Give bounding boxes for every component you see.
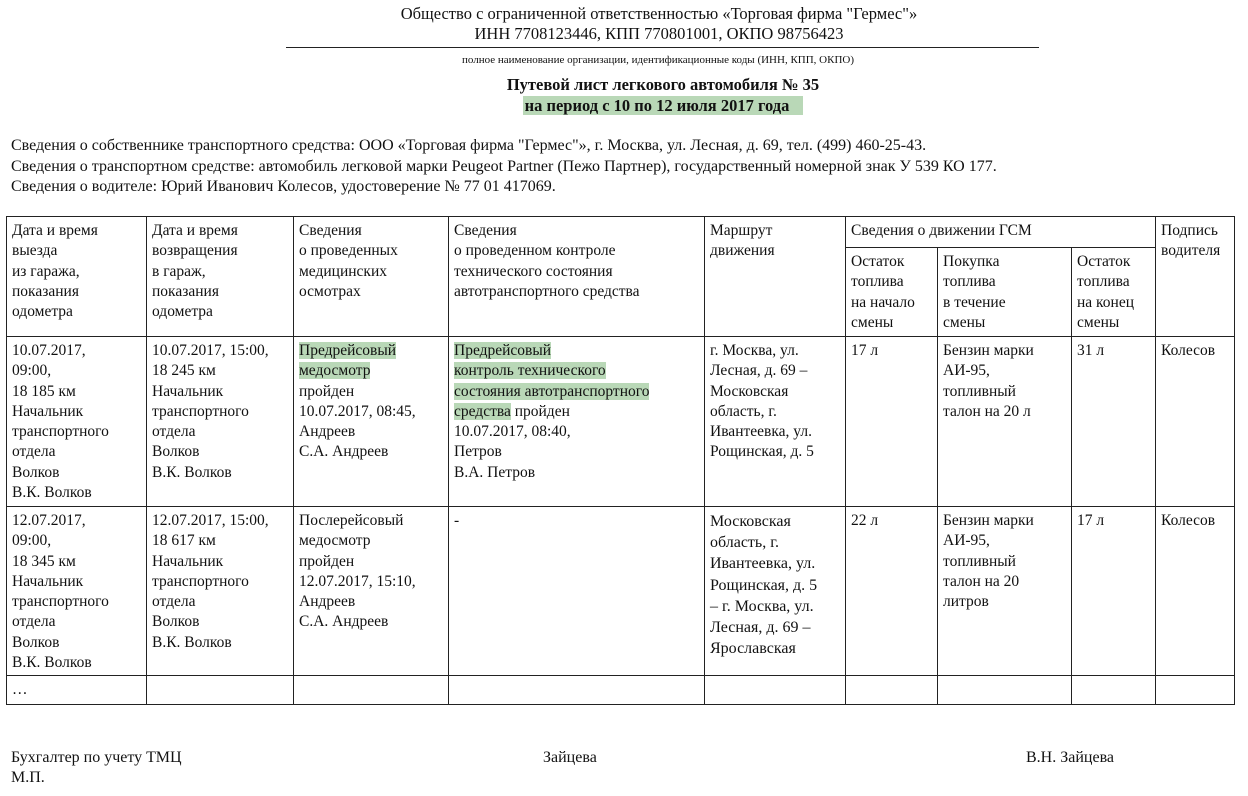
- cell-line: 10.07.2017, 15:00,: [152, 342, 269, 359]
- driver-info: Сведения о водителе: Юрий Иванович Колесов, удостоверение № 77 01 417069.: [11, 178, 556, 195]
- cell-technical: -: [449, 507, 705, 676]
- cell-line: автотранспортного средства: [454, 282, 640, 300]
- header-fuel-end: [1072, 248, 1156, 337]
- cell-line: одометра: [12, 303, 73, 321]
- cell-line: Начальник: [12, 572, 84, 590]
- cell-fuel-start: 17 л: [846, 337, 938, 507]
- cell-line: отдела: [12, 613, 56, 631]
- cell-line: Волков: [12, 633, 60, 651]
- cell-line: Волков: [152, 443, 200, 461]
- cell-empty: [147, 676, 294, 705]
- cell-line: Маршрут: [710, 222, 773, 239]
- cell-line: область, г.: [710, 534, 779, 552]
- table-row: [7, 507, 1235, 676]
- owner-info: Сведения о собственнике транспортного средства: ООО «Торговая фирма "Гермес"», г. Москва, ул. Лесная, д. 69, тел. (499) 460-25-43.: [11, 137, 927, 154]
- header-route: [705, 217, 846, 337]
- cell-line: г. Москва, ул.: [710, 342, 799, 359]
- header-return: [147, 217, 294, 337]
- cell-ellipsis: …: [7, 676, 147, 705]
- cell-line: в течение: [943, 293, 1006, 311]
- cell-line: технического состояния: [454, 262, 613, 280]
- header-underline: [286, 47, 1039, 48]
- cell-medical: [294, 507, 449, 676]
- cell-line: область, г.: [710, 402, 777, 420]
- cell-technical: Предрейсовый контроль технического состояния автотранспортного средства пройден 10.07.2017, 08:40, Петров В.А. Петров: [449, 337, 705, 507]
- stamp-place: М.П.: [11, 769, 45, 786]
- cell-line: 18 185 км: [12, 382, 76, 400]
- cell-line: Волков: [152, 613, 200, 631]
- cell-line: Покупка: [943, 253, 1000, 270]
- cell-fuel-purchase: [938, 507, 1072, 676]
- cell-line: Остаток: [851, 253, 905, 270]
- cell-line: о проведенных: [299, 242, 398, 260]
- cell-line: Лесная, д. 69 –: [710, 619, 811, 637]
- cell-medical: Предрейсовый медосмотр пройден 10.07.2017, 08:45, Андреев С.А. Андреев: [294, 337, 449, 507]
- cell-line: Бензин марки: [943, 512, 1034, 529]
- cell-empty: [1072, 676, 1156, 705]
- cell-fuel-start: 22 л: [846, 507, 938, 676]
- cell-line: смены: [851, 313, 894, 331]
- cell-line: на конец: [1077, 293, 1135, 311]
- cell-line: Начальник: [152, 552, 224, 570]
- organization-name: Общество с ограниченной ответственностью «Торговая фирма "Гермес"»: [400, 4, 918, 23]
- cell-line: транспортного: [12, 593, 109, 611]
- cell-line: Рощинская, д. 5: [710, 576, 818, 594]
- cell-line: на начало: [851, 293, 915, 311]
- cell-line: Начальник: [152, 382, 224, 400]
- header-technical: [449, 217, 705, 337]
- cell-line: медицинских: [299, 262, 388, 280]
- header-row: [7, 217, 1235, 248]
- cell-line: медосмотр: [299, 532, 371, 550]
- cell-empty: [449, 676, 705, 705]
- cell-line: осмотрах: [299, 282, 361, 300]
- cell-line: смены: [943, 313, 986, 331]
- cell-line: Ярославская: [710, 640, 796, 658]
- header-fuel-purchase: [938, 248, 1072, 337]
- waybill-table: [6, 216, 1235, 705]
- cell-line: транспортного: [12, 423, 109, 441]
- cell-departure: [7, 337, 147, 507]
- cell-line: АИ-95,: [943, 532, 990, 550]
- cell-line: из гаража,: [12, 262, 80, 280]
- header-departure: [7, 217, 147, 337]
- cell-line: Подпись: [1161, 222, 1218, 239]
- cell-empty: [938, 676, 1072, 705]
- cell-empty: [846, 676, 938, 705]
- table-row: [7, 337, 1235, 507]
- accountant-name: В.Н. Зайцева: [1026, 749, 1115, 766]
- cell-line: литров: [943, 593, 989, 611]
- cell-return: [147, 337, 294, 507]
- cell-line: водителя: [1161, 242, 1221, 260]
- cell-line: Андреев: [299, 593, 356, 611]
- cell-line: 18 245 км: [152, 362, 216, 380]
- cell-line: талон на 20 л: [943, 402, 1031, 420]
- document-title: Путевой лист легкового автомобиля № 35: [506, 75, 820, 94]
- cell-line: Волков: [12, 463, 60, 481]
- cell-line: 10.07.2017,: [12, 342, 86, 359]
- cell-line: 12.07.2017,: [12, 512, 86, 529]
- cell-line: – г. Москва, ул.: [710, 597, 814, 615]
- cell-line: Сведения: [299, 222, 362, 239]
- cell-line: 18 617 км: [152, 532, 216, 550]
- cell-line: 12.07.2017, 15:10,: [299, 572, 416, 590]
- cell-line: С.А. Андреев: [299, 613, 389, 631]
- cell-line: топливный: [943, 382, 1016, 400]
- cell-line: Начальник: [12, 402, 84, 420]
- cell-fuel-end: 17 л: [1072, 507, 1156, 676]
- cell-line: пройден: [299, 552, 355, 570]
- cell-line: отдела: [152, 423, 196, 441]
- cell-line: Ивантеевка, ул.: [710, 555, 816, 573]
- cell-line: Дата и время: [12, 222, 98, 239]
- vehicle-details: Сведения о транспортном средстве: автомобиль легковой марки Peugeot Partner (Пежо Партнер), государственный номерной знак У 539 КО 177.: [11, 157, 997, 175]
- cell-line: 18 345 км: [12, 552, 76, 570]
- cell-line: АИ-95,: [943, 362, 990, 380]
- accountant-position: Бухгалтер по учету ТМЦ: [11, 749, 182, 766]
- cell-line: Бензин марки: [943, 342, 1034, 359]
- organization-caption: полное наименование организации, идентификационные коды (ИНН, КПП, ОКПО): [461, 54, 854, 66]
- cell-line: топливный: [943, 552, 1016, 570]
- cell-return: [147, 507, 294, 676]
- cell-line: Остаток: [1077, 253, 1131, 270]
- cell-line: В.К. Волков: [12, 654, 92, 672]
- cell-line: отдела: [12, 443, 56, 461]
- cell-line: Московская: [710, 382, 789, 400]
- cell-line: Рощинская, д. 5: [710, 443, 814, 461]
- cell-signature: Колесов: [1156, 507, 1235, 676]
- vehicle-info: [11, 136, 997, 198]
- cell-line: В.К. Волков: [152, 633, 232, 651]
- cell-line: 09:00,: [12, 362, 52, 380]
- cell-line: транспортного: [152, 572, 249, 590]
- cell-empty: [705, 676, 846, 705]
- cell-line: отдела: [152, 593, 196, 611]
- cell-line: в гараж,: [152, 262, 206, 280]
- cell-line: о проведенном контроле: [454, 242, 616, 260]
- cell-line: движения: [710, 242, 775, 260]
- header-signature: [1156, 217, 1235, 337]
- cell-route: [705, 337, 846, 507]
- header-medical: [294, 217, 449, 337]
- cell-line: 09:00,: [12, 532, 52, 550]
- cell-line: Сведения: [454, 222, 517, 239]
- cell-line: топлива: [851, 273, 904, 291]
- cell-line: топлива: [943, 273, 996, 291]
- cell-line: транспортного: [152, 402, 249, 420]
- cell-empty: [1156, 676, 1235, 705]
- cell-line: возвращения: [152, 242, 238, 260]
- cell-line: одометра: [152, 303, 213, 321]
- cell-line: показания: [12, 282, 79, 300]
- header-fuel-group: Сведения о движении ГСМ: [846, 217, 1156, 248]
- cell-line: Ивантеевка, ул.: [710, 423, 812, 441]
- cell-line: Дата и время: [152, 222, 238, 239]
- document-period: [0, 95, 1248, 116]
- cell-empty: [294, 676, 449, 705]
- cell-fuel-purchase: [938, 337, 1072, 507]
- cell-line: показания: [152, 282, 219, 300]
- cell-line: смены: [1077, 313, 1120, 331]
- cell-line: выезда: [12, 242, 58, 260]
- cell-departure: [7, 507, 147, 676]
- table-row: [7, 676, 1235, 705]
- cell-line: Послерейсовый: [299, 512, 404, 529]
- cell-line: Московская: [710, 513, 791, 530]
- organization-header: [0, 4, 1248, 44]
- period-highlight: на период с 10 по 12 июля 2017 года: [523, 96, 804, 115]
- accountant-signature: Зайцева: [543, 749, 597, 766]
- cell-line: топлива: [1077, 273, 1130, 291]
- cell-route: [705, 507, 846, 676]
- cell-line: талон на 20: [943, 572, 1020, 590]
- cell-signature: Колесов: [1156, 337, 1235, 507]
- cell-line: В.К. Волков: [152, 463, 232, 481]
- cell-fuel-end: 31 л: [1072, 337, 1156, 507]
- header-fuel-start: [846, 248, 938, 337]
- organization-codes: ИНН 7708123446, КПП 770801001, ОКПО 98756423: [474, 24, 844, 43]
- cell-line: В.К. Волков: [12, 484, 92, 502]
- cell-line: Лесная, д. 69 –: [710, 362, 808, 380]
- cell-line: 12.07.2017, 15:00,: [152, 512, 269, 529]
